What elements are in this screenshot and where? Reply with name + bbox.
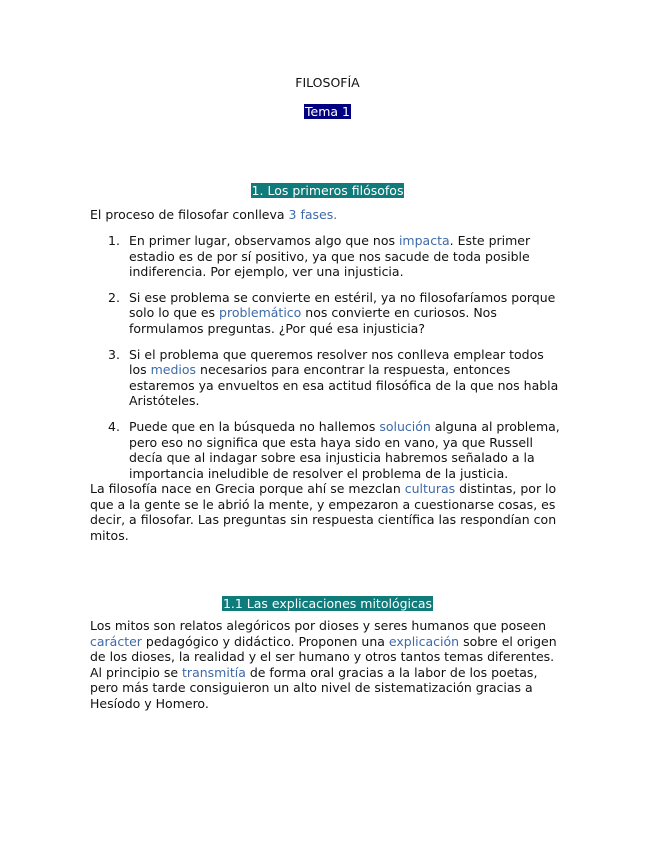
list-text: nos convierte en curiosos. Nos formulamos preguntas. ¿Por qué esa injusticia?	[129, 305, 497, 336]
list-text: . Este primer estadio es de por sí positivo, ya que nos sacude de toda posible indiferencia. Por ejemplo, ver una injusticia.	[129, 233, 531, 280]
section1-closing	[90, 481, 560, 543]
list-item	[90, 290, 560, 337]
paragraph-link[interactable]: transmitía	[182, 664, 246, 680]
paragraph-text: sobre el origen de los dioses, la realidad y el ser humano y otros tantos temas diferentes. Al principio se	[90, 633, 557, 680]
paragraph-link[interactable]: explicación	[388, 633, 460, 649]
list-text: alguna al problema, pero eso no significa que esta haya sido en vano, ya que Russell decía que al indagar sobre esa injusticia habremos señalado a la importancia ineludible de resolver el problema de la justicia.	[129, 418, 560, 481]
list-text: Si ese problema se convierte en estéril, ya no filosofaríamos porque solo lo que es	[129, 289, 556, 321]
paragraph-text: de forma oral gracias a la labor de los poetas, pero más tarde consiguieron un alto nivel de sistematización gracias a Hesíodo y Homero.	[90, 664, 538, 711]
list-link[interactable]: impacta	[398, 233, 450, 248]
paragraph-text: pedagógico y didáctico. Proponen una	[141, 633, 389, 649]
list-text: Puede que en la búsqueda no hallemos	[129, 418, 380, 434]
paragraph-link[interactable]: carácter	[90, 633, 142, 649]
list-number: 3.	[108, 346, 120, 362]
list-number: 1.	[108, 233, 120, 248]
section1-intro	[90, 207, 560, 223]
list-text: Si el problema que queremos resolver nos conlleva emplear todos los	[129, 346, 544, 378]
list-link[interactable]: problemático	[219, 305, 302, 321]
intro-link[interactable]: 3 fases.	[288, 207, 338, 222]
list-item	[90, 347, 560, 409]
section2-paragraph	[90, 618, 560, 712]
list-link[interactable]: solución	[379, 418, 431, 434]
intro-text: El proceso de filosofar conlleva	[90, 207, 289, 222]
list-text: En primer lugar, observamos algo que nos	[129, 233, 399, 248]
document-title: FILOSOFÍA	[295, 75, 360, 90]
list-number: 4.	[108, 418, 120, 434]
closing-text: La filosofía nace en Grecia porque ahí se mezclan	[90, 481, 405, 496]
section1-heading-line	[0, 180, 655, 199]
subtitle-line	[0, 101, 655, 120]
list-item	[90, 419, 560, 481]
subtitle-highlight: Tema 1	[305, 104, 350, 119]
list-link[interactable]: medios	[150, 362, 197, 378]
list-number: 2.	[108, 289, 120, 305]
section2-heading: 1.1 Las explicaciones mitológicas	[222, 596, 433, 611]
phases-list	[90, 233, 560, 491]
closing-link[interactable]: culturas	[404, 481, 456, 496]
closing-text: distintas, por lo que a la gente se le abrió la mente, y empezaron a cuestionarse cosas, es decir, a filosofar. Las preguntas sin respuesta científica las respondían con mitos.	[90, 481, 557, 543]
paragraph-text: Los mitos son relatos alegóricos por dioses y seres humanos que poseen	[90, 618, 547, 633]
section2-heading-line	[0, 593, 655, 612]
section1-heading: 1. Los primeros filósofos	[251, 183, 404, 198]
list-text: necesarios para encontrar la respuesta, entonces estaremos ya envueltos en esa actitud filosófica de la que nos habla Aristóteles.	[129, 362, 559, 409]
list-item	[90, 233, 560, 280]
